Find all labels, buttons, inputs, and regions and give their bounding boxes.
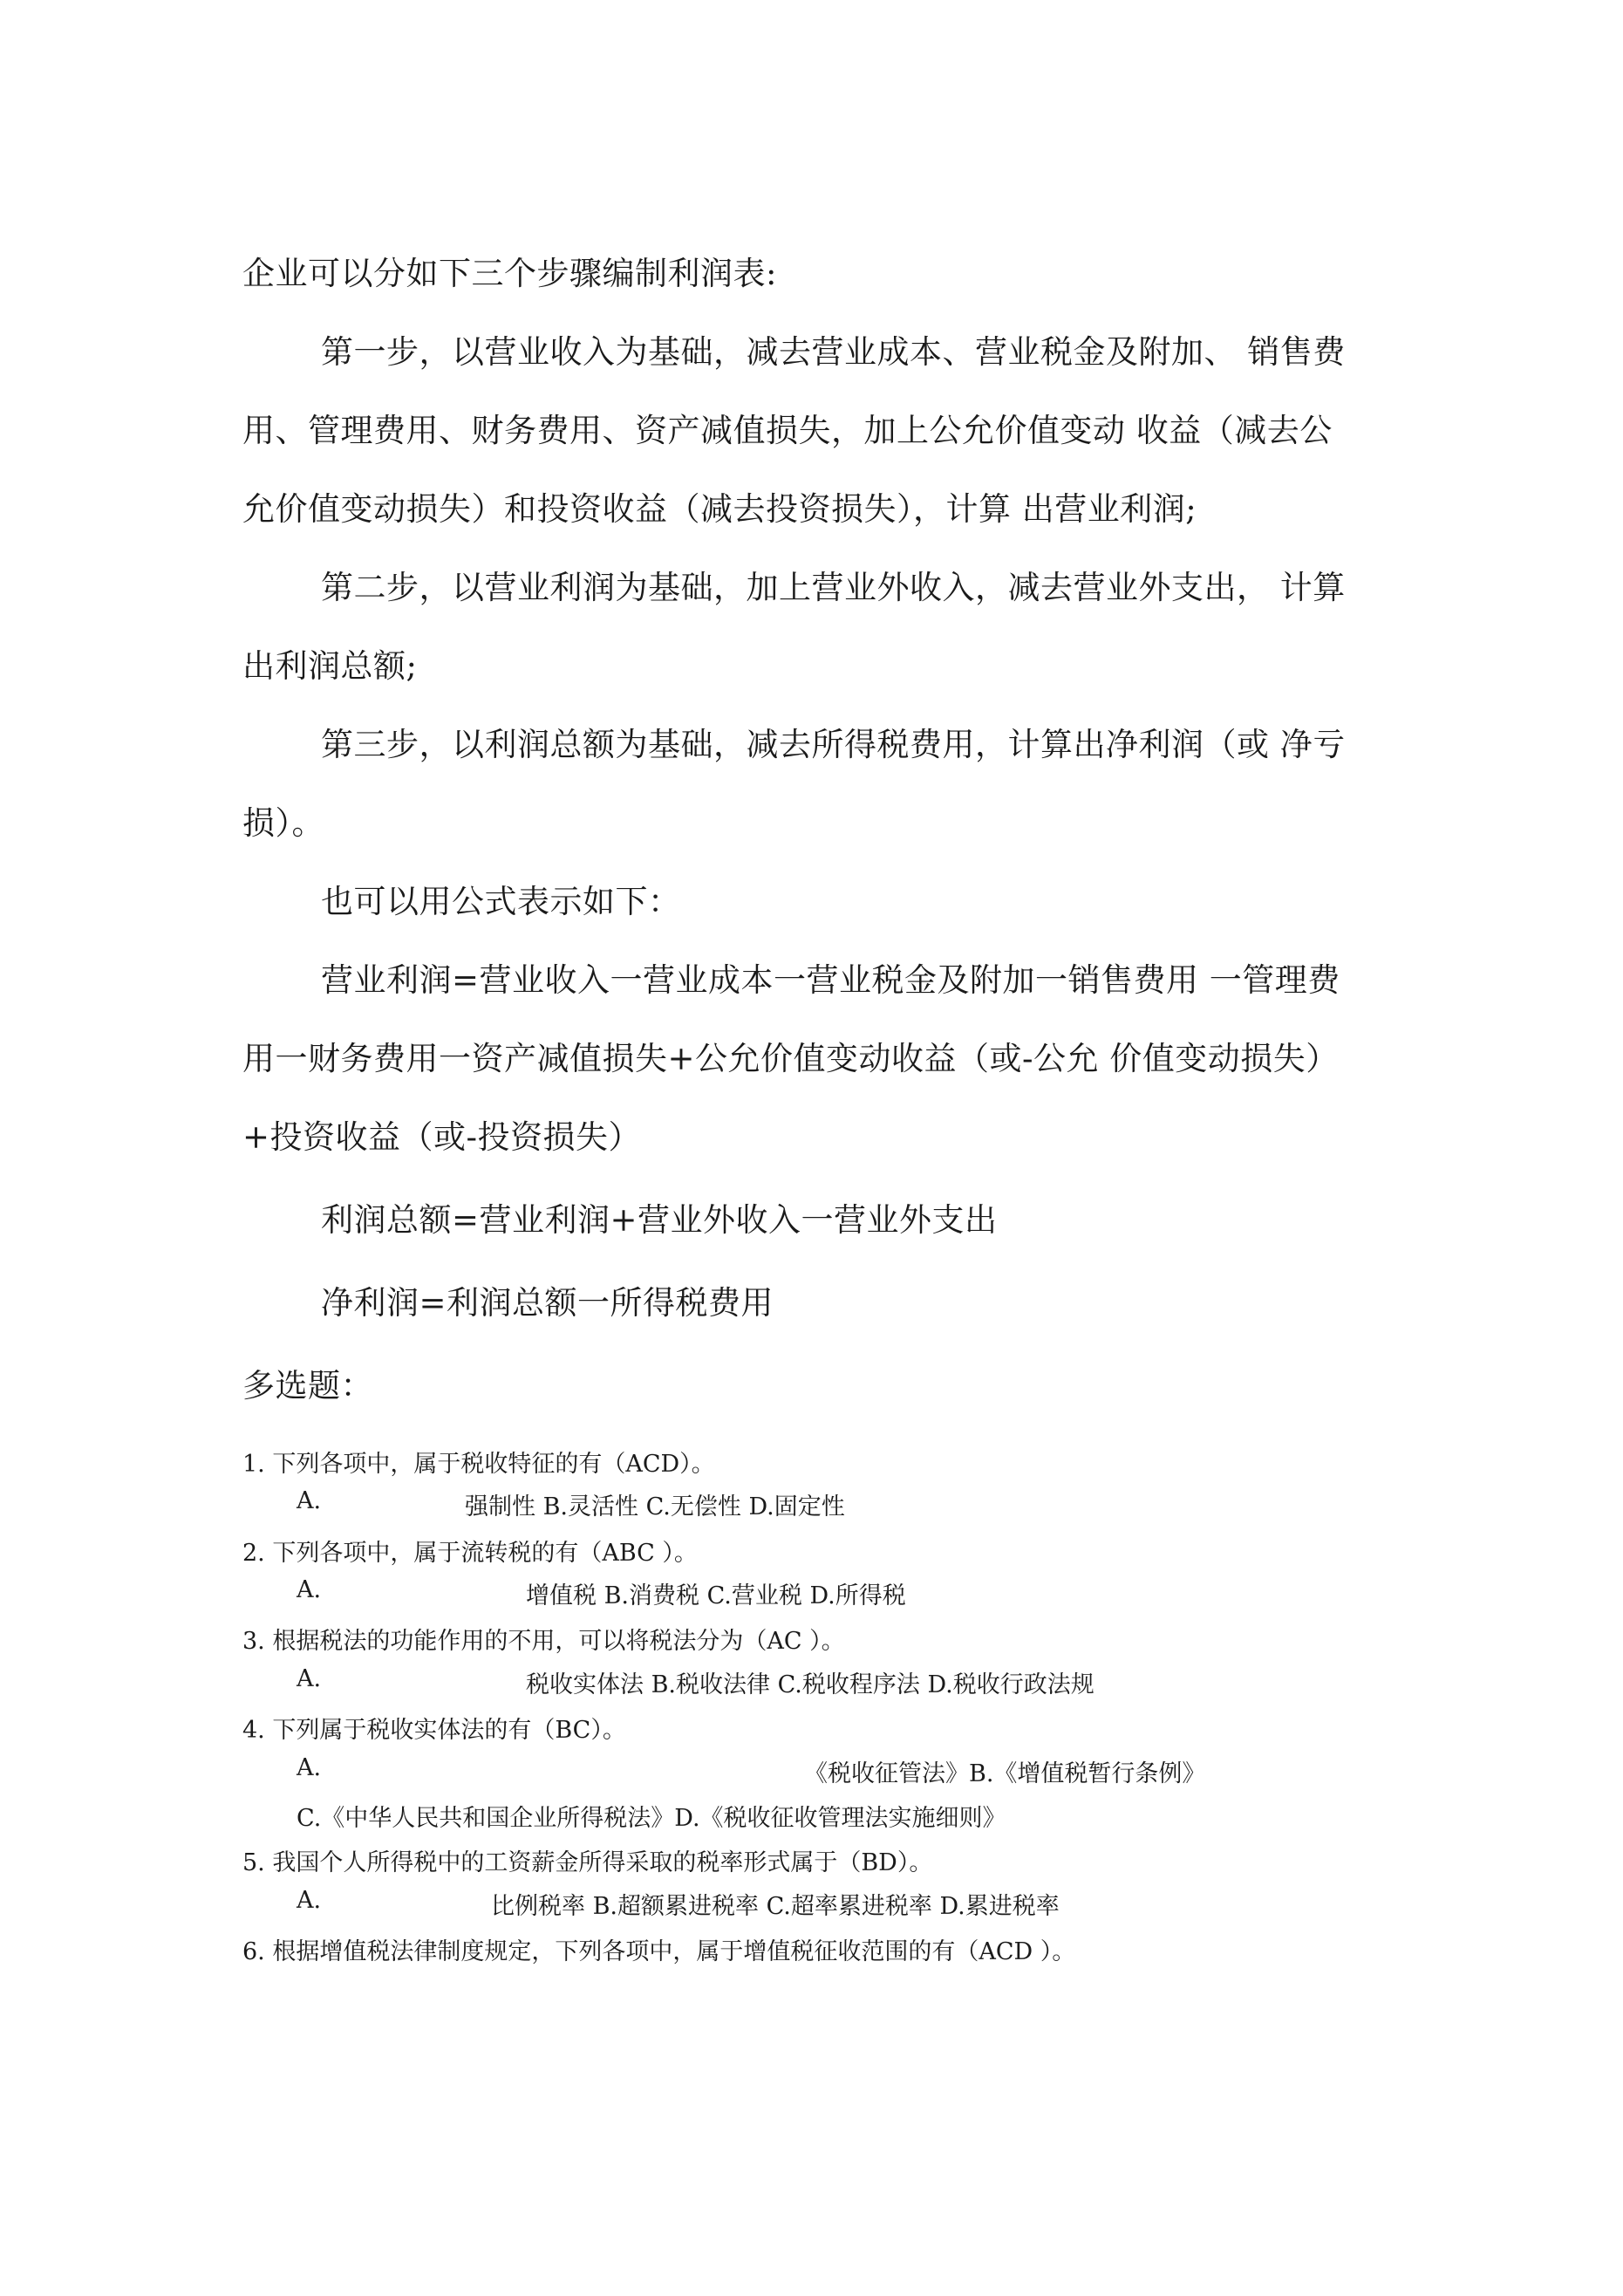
multi-choice-heading: 多选题：	[242, 1367, 373, 1404]
formula3: 净利润=利润总额一所得税费用	[321, 1284, 774, 1322]
step1-line1: 第一步，以营业收入为基础，减去营业成本、营业税金及附加、 销售费	[321, 333, 1346, 371]
formula1-line3: +投资收益（或-投资损失）	[242, 1118, 642, 1156]
option-label: A.	[297, 1754, 322, 1781]
step2-line1: 第二步，以营业利润为基础，加上营业外收入，减去营业外支出， 计算	[321, 569, 1346, 606]
question-2-stem: 2. 下列各项中，属于流转税的有（ABC ）。	[242, 1540, 698, 1567]
step3-line1: 第三步，以利润总额为基础，减去所得税费用，计算出净利润（或 净亏	[321, 726, 1346, 763]
question-3-stem: 3. 根据税法的功能作用的不用，可以将税法分为（AC ）。	[242, 1628, 845, 1655]
step3-line2: 损）。	[242, 804, 324, 842]
question-4-stem: 4. 下列属于税收实体法的有（BC）。	[242, 1717, 626, 1744]
question-3-options	[297, 1665, 1430, 1700]
question-2-options	[297, 1576, 1430, 1611]
option-label: A.	[297, 1665, 322, 1692]
option-label: A.	[297, 1576, 322, 1603]
formula1-line1: 营业利润=营业收入一营业成本一营业税金及附加一销售费用 一管理费	[321, 961, 1340, 999]
question-4-options	[297, 1754, 1430, 1789]
step1-line2: 用、管理费用、财务费用、资产减值损失，加上公允价值变动 收益（减去公	[242, 412, 1333, 449]
question-4-options-line2: C.《中华人民共和国企业所得税法》D.《税收征收管理法实施细则》	[297, 1805, 1006, 1832]
formula2: 利润总额=营业利润+营业外收入一营业外支出	[321, 1201, 998, 1239]
option-text: 税收实体法 B.税收法律 C.税收程序法 D.税收行政法规	[526, 1671, 1095, 1698]
option-text: 强制性 B.灵活性 C.无偿性 D.固定性	[465, 1493, 845, 1520]
option-text: 增值税 B.消费税 C.营业税 D.所得税	[526, 1582, 906, 1609]
question-5-stem: 5. 我国个人所得税中的工资薪金所得采取的税率形式属于（BD）。	[242, 1849, 933, 1876]
question-5-options	[297, 1887, 1430, 1922]
formula1-line2: 用一财务费用一资产减值损失+公允价值变动收益（或-公允 价值变动损失）	[242, 1040, 1339, 1077]
option-label: A.	[297, 1887, 322, 1914]
question-6-stem: 6. 根据增值税法律制度规定，下列各项中，属于增值税征收范围的有（ACD ）。	[242, 1938, 1076, 1965]
step1-line3: 允价值变动损失）和投资收益（减去投资损失），计算 出营业利润;	[242, 490, 1197, 528]
option-text: 比例税率 B.超额累进税率 C.超率累进税率 D.累进税率	[491, 1893, 1060, 1920]
step2-line2: 出利润总额;	[242, 647, 418, 685]
question-1-stem: 1. 下列各项中，属于税收特征的有（ACD）。	[242, 1451, 715, 1478]
intro-heading: 企业可以分如下三个步骤编制利润表:	[242, 255, 777, 292]
question-1-options	[297, 1487, 1430, 1522]
option-label: A.	[297, 1487, 322, 1514]
option-text: 《税收征管法》B.《增值税暂行条例》	[804, 1760, 1206, 1787]
formula-intro: 也可以用公式表示如下：	[321, 883, 681, 920]
